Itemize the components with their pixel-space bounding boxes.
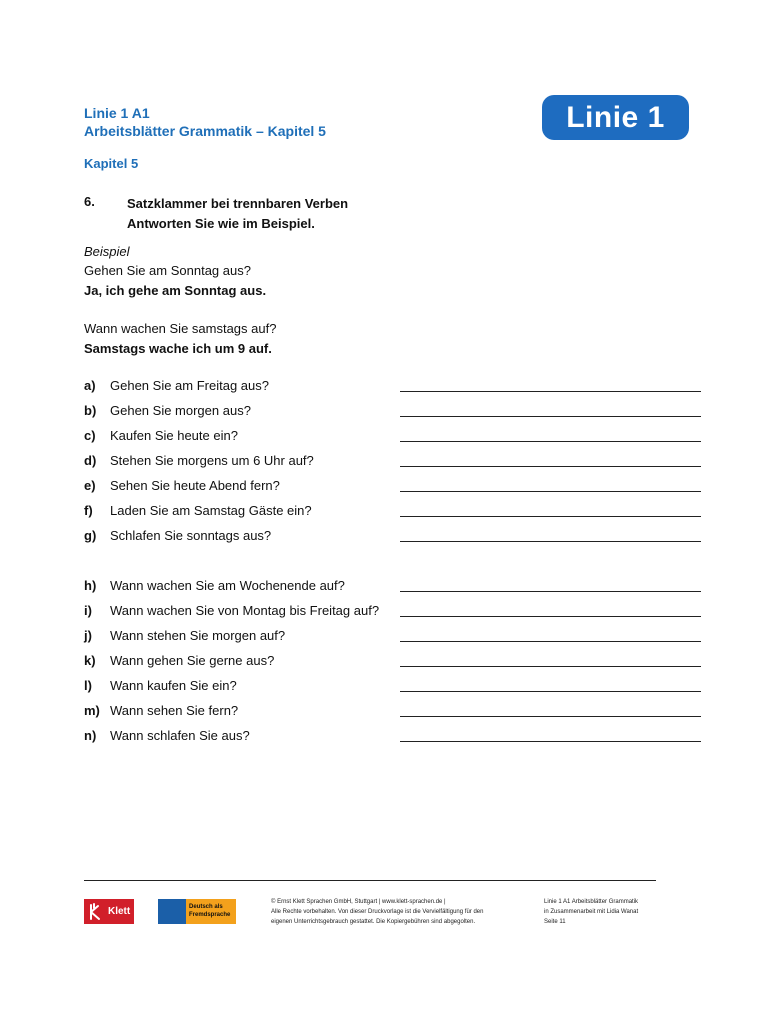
task-heading xyxy=(127,194,348,234)
question-row xyxy=(84,703,702,723)
copyright-notice xyxy=(271,897,529,927)
task-number: 6. xyxy=(84,194,95,209)
chapter-heading: Kapitel 5 xyxy=(84,156,139,171)
question-text: Wann schlafen Sie aus? xyxy=(110,728,250,743)
question-text: Laden Sie am Samstag Gäste ein? xyxy=(110,503,312,518)
question-letter: i) xyxy=(84,603,92,618)
answer-line[interactable] xyxy=(400,716,701,717)
question-letter: f) xyxy=(84,503,93,518)
answer-line[interactable] xyxy=(400,391,701,392)
question-row xyxy=(84,728,702,748)
question-text: Wann gehen Sie gerne aus? xyxy=(110,653,275,668)
answer-line[interactable] xyxy=(400,491,701,492)
question-text: Sehen Sie heute Abend fern? xyxy=(110,478,280,493)
answer-line[interactable] xyxy=(400,516,701,517)
question-row xyxy=(84,678,702,698)
question-row xyxy=(84,628,702,648)
question-letter: d) xyxy=(84,453,97,468)
document-header xyxy=(84,104,326,140)
answer-line[interactable] xyxy=(400,591,701,592)
copyright-line-3: eigenen Unterrichtsgebrauch gestattet. Die Kopiergebühren sind abgegolten. xyxy=(271,919,476,925)
question-text: Schlafen Sie sonntags aus? xyxy=(110,528,272,543)
answer-line[interactable] xyxy=(400,441,701,442)
daf-line-2: Fremdsprache xyxy=(189,912,231,918)
question-row xyxy=(84,528,702,548)
question-text: Kaufen Sie heute ein? xyxy=(110,428,238,443)
question-row xyxy=(84,453,702,473)
meta-author: in Zusammenarbeit mit Lidia Wanat xyxy=(544,909,639,915)
example-question-2: Wann wachen Sie samstags auf? xyxy=(84,321,277,336)
question-letter: b) xyxy=(84,403,97,418)
question-row xyxy=(84,603,702,623)
footer-divider xyxy=(84,880,656,881)
example-question-1: Gehen Sie am Sonntag aus? xyxy=(84,263,251,278)
question-text: Wann kaufen Sie ein? xyxy=(110,678,237,693)
question-letter: h) xyxy=(84,578,97,593)
question-letter: k) xyxy=(84,653,96,668)
example-label: Beispiel xyxy=(84,244,130,259)
meta-title: Linie 1 A1 Arbeitsblätter Grammatik xyxy=(544,899,639,905)
answer-line[interactable] xyxy=(400,466,701,467)
question-row xyxy=(84,478,702,498)
copyright-line-1: © Ernst Klett Sprachen GmbH, Stuttgart | www.klett-sprachen.de | xyxy=(271,899,446,905)
task-instruction: Antworten Sie wie im Beispiel. xyxy=(127,216,315,231)
question-letter: c) xyxy=(84,428,96,443)
question-text: Wann sehen Sie fern? xyxy=(110,703,239,718)
question-row xyxy=(84,578,702,598)
answer-line[interactable] xyxy=(400,541,701,542)
klett-mark-icon xyxy=(88,902,102,921)
klett-label: Klett xyxy=(108,906,131,917)
answer-line[interactable] xyxy=(400,641,701,642)
copyright-line-2: Alle Rechte vorbehalten. Von dieser Druckvorlage ist die Vervielfältigung für den xyxy=(271,909,484,915)
question-letter: n) xyxy=(84,728,97,743)
question-row xyxy=(84,378,702,398)
page-number: Seite 11 xyxy=(544,919,566,925)
question-text: Gehen Sie am Freitag aus? xyxy=(110,378,269,393)
question-letter: m) xyxy=(84,703,100,718)
example-answer-2: Samstags wache ich um 9 auf. xyxy=(84,341,272,356)
question-letter: j) xyxy=(84,628,92,643)
daf-line-1: Deutsch als xyxy=(189,904,223,910)
question-text: Wann wachen Sie von Montag bis Freitag auf? xyxy=(110,603,380,618)
question-text: Wann stehen Sie morgen auf? xyxy=(110,628,286,643)
answer-line[interactable] xyxy=(400,691,701,692)
answer-line[interactable] xyxy=(400,741,701,742)
daf-logo-text-block xyxy=(186,899,236,924)
answer-line[interactable] xyxy=(400,416,701,417)
answer-line[interactable] xyxy=(400,666,701,667)
answer-line[interactable] xyxy=(400,616,701,617)
question-row xyxy=(84,403,702,423)
question-row xyxy=(84,428,702,448)
question-text: Wann wachen Sie am Wochenende auf? xyxy=(110,578,345,593)
question-letter: a) xyxy=(84,378,96,393)
question-letter: e) xyxy=(84,478,96,493)
daf-logo xyxy=(158,899,236,924)
question-text: Gehen Sie morgen aus? xyxy=(110,403,251,418)
question-row xyxy=(84,503,702,523)
document-meta xyxy=(544,897,684,927)
header-course-title: Linie 1 A1 xyxy=(84,105,150,121)
question-letter: g) xyxy=(84,528,97,543)
example-answer-1: Ja, ich gehe am Sonntag aus. xyxy=(84,283,267,298)
header-worksheet-title: Arbeitsblätter Grammatik – Kapitel 5 xyxy=(84,123,326,139)
question-row xyxy=(84,653,702,673)
question-letter: l) xyxy=(84,678,92,693)
linie1-logo: Linie 1 xyxy=(542,95,689,140)
task-title: Satzklammer bei trennbaren Verben xyxy=(127,196,349,211)
question-text: Stehen Sie morgens um 6 Uhr auf? xyxy=(110,453,314,468)
klett-logo xyxy=(84,899,134,924)
daf-logo-blue-block xyxy=(158,899,186,924)
